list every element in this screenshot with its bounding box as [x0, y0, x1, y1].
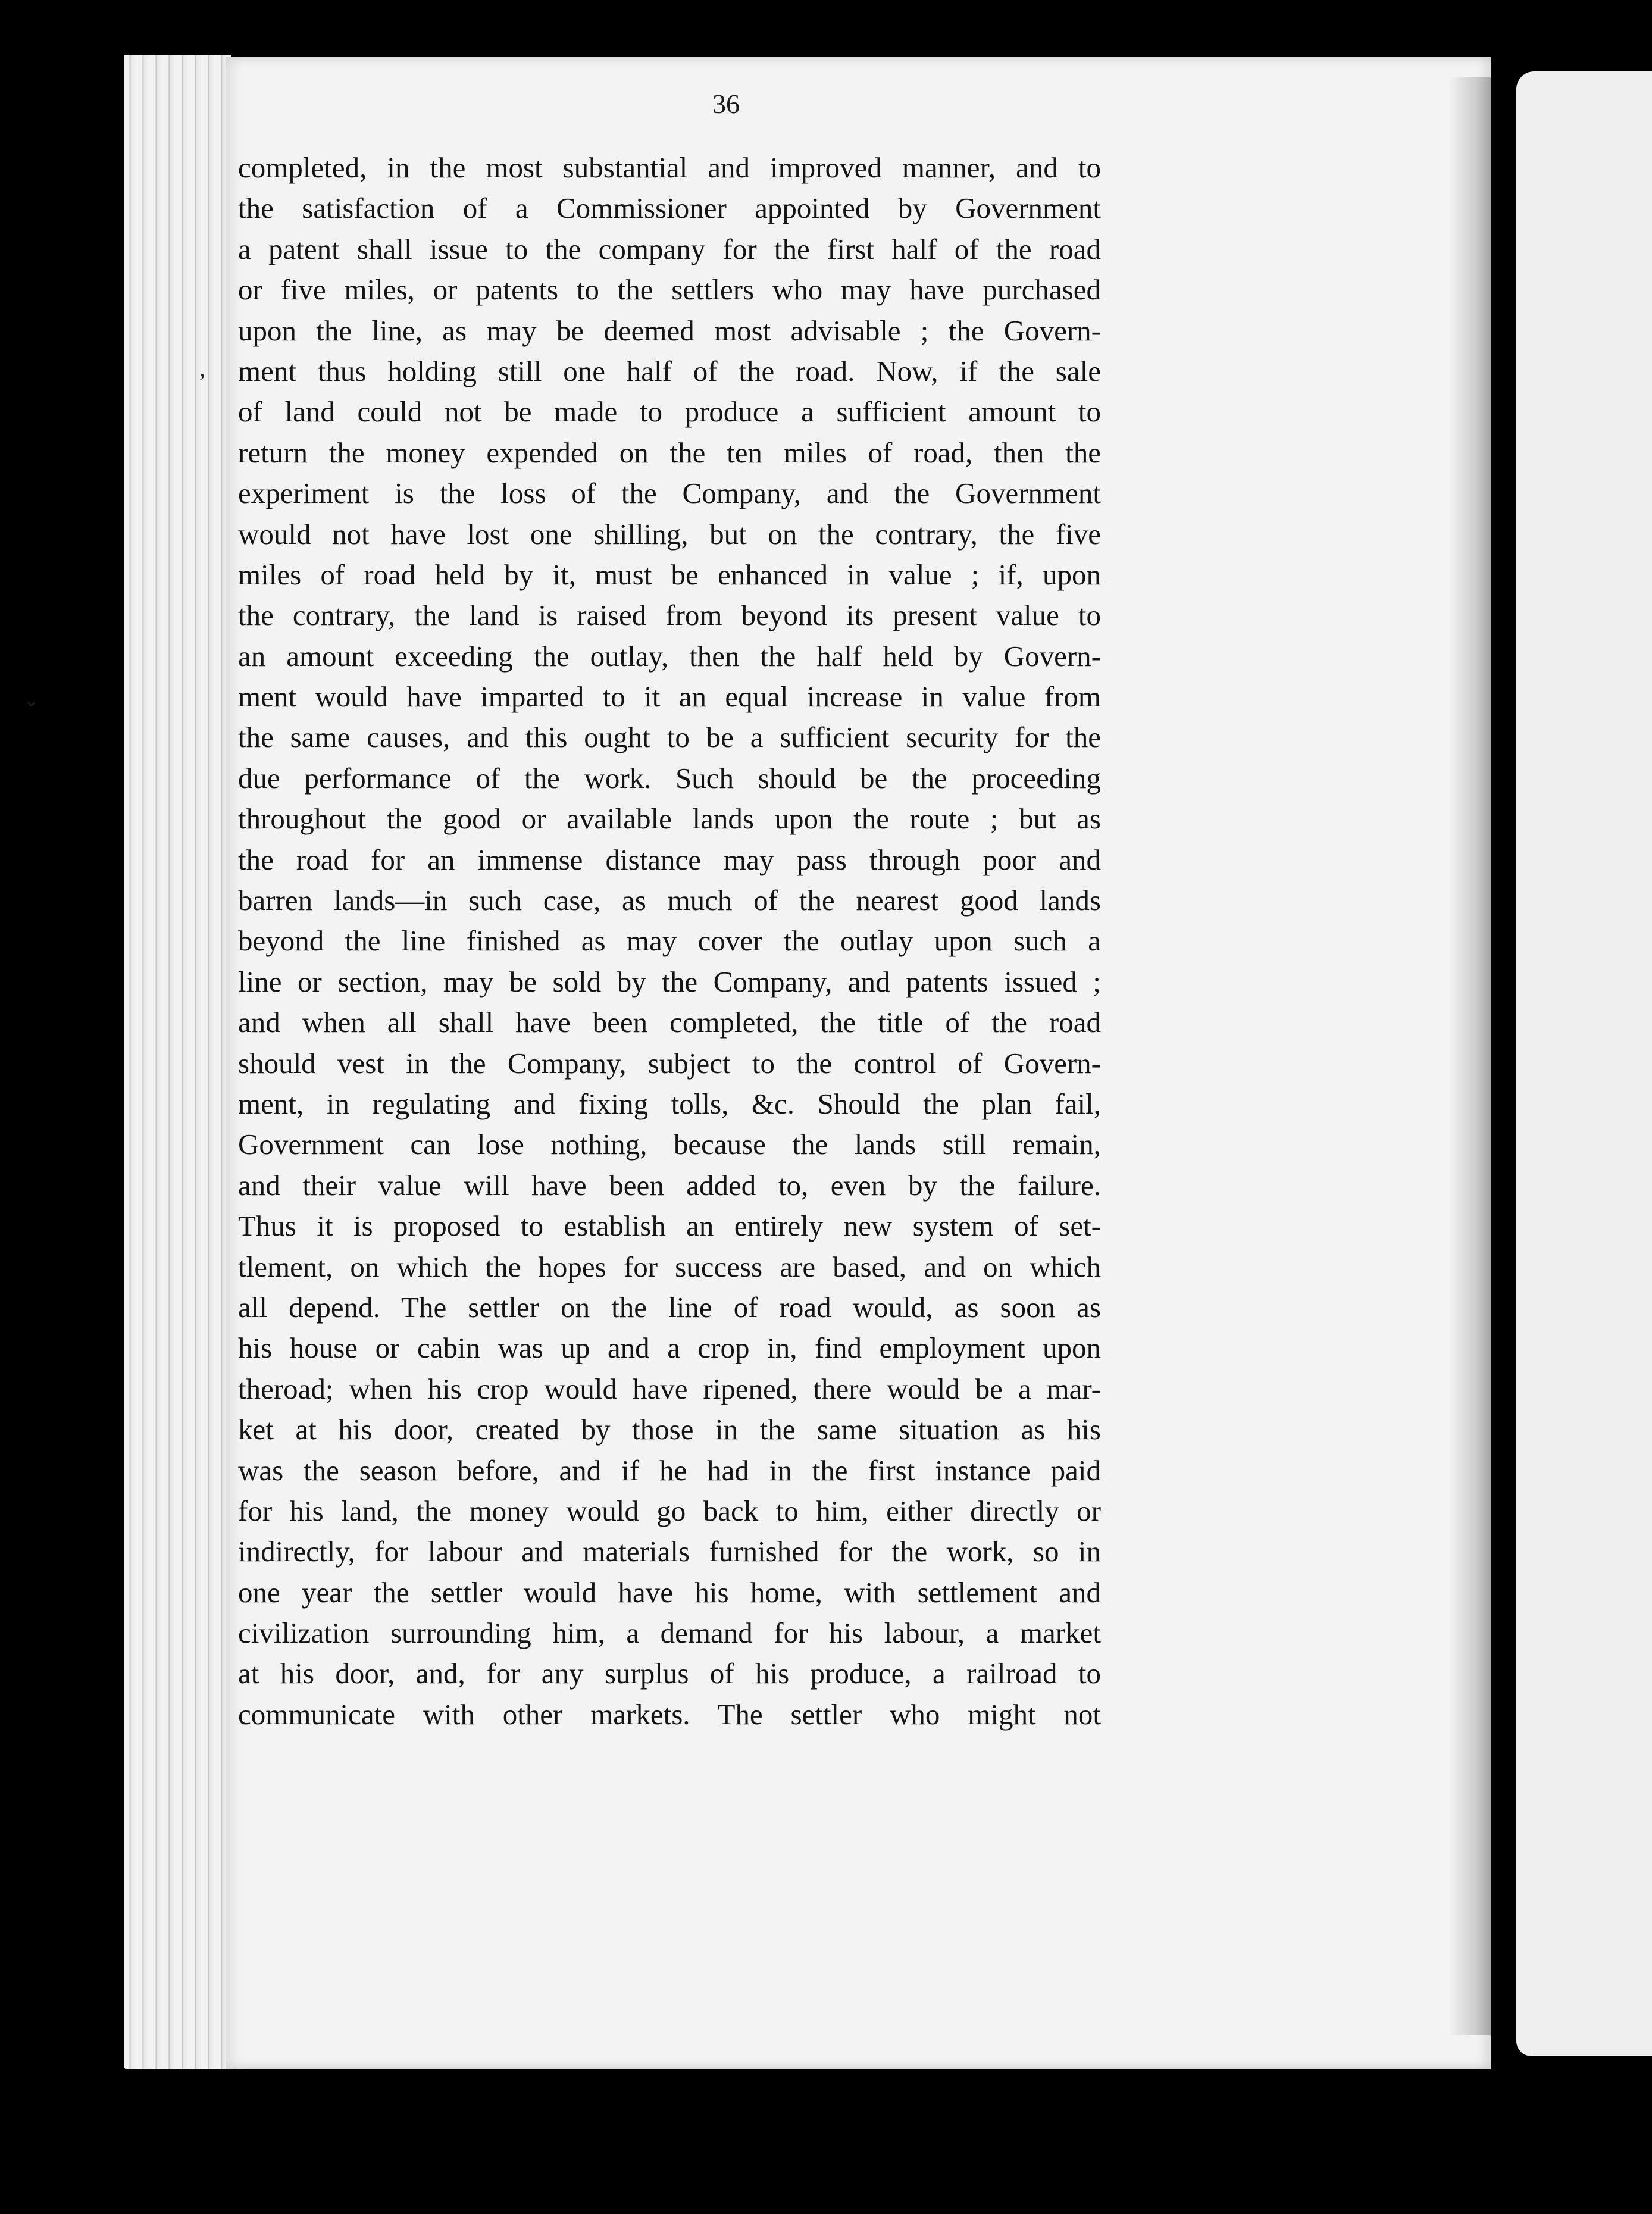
- text-line: miles of road held by it, must be enhanced in value ; if, upon: [238, 558, 1101, 591]
- text-line: the road for an immense distance may pass through poor and: [238, 843, 1101, 876]
- text-line: tlement, on which the hopes for success are based, and on which: [238, 1250, 1101, 1283]
- text-line: upon the line, as may be deemed most advisable ; the Govern-: [238, 314, 1101, 347]
- text-line: one year the settler would have his home, with settlement and: [238, 1575, 1101, 1609]
- text-line: the contrary, the land is raised from beyond its present value to: [238, 599, 1101, 632]
- text-line: and when all shall have been completed, the title of the road: [238, 1006, 1101, 1039]
- text-line: for his land, the money would go back to him, either directly or: [238, 1494, 1101, 1527]
- text-line: theroad; when his crop would have ripened, there would be a mar-: [238, 1372, 1101, 1405]
- text-line: and their value will have been added to, even by the failure.: [238, 1168, 1101, 1202]
- text-line: Thus it is proposed to establish an entirely new system of set-: [238, 1209, 1101, 1243]
- text-line: should vest in the Company, subject to the control of Govern-: [238, 1046, 1101, 1080]
- text-line: return the money expended on the ten miles of road, then the: [238, 436, 1101, 469]
- text-line: the same causes, and this ought to be a sufficient security for the: [238, 721, 1101, 754]
- text-line: communicate with other markets. The settler who might not: [238, 1697, 1101, 1731]
- text-line: civilization surrounding him, a demand for his labour, a market: [238, 1616, 1101, 1650]
- page-number: 36: [712, 89, 740, 119]
- text-line: ket at his door, created by those in the same situation as his: [238, 1413, 1101, 1446]
- text-line: his house or cabin was up and a crop in, find employment upon: [238, 1331, 1101, 1365]
- text-line: indirectly, for labour and materials furnished for the work, so in: [238, 1535, 1101, 1568]
- text-line: would not have lost one shilling, but on the contrary, the five: [238, 517, 1101, 551]
- adjacent-page-edge: [1516, 71, 1652, 2056]
- page-body-text: [238, 148, 1101, 1735]
- text-line: at his door, and, for any surplus of his produce, a railroad to: [238, 1657, 1101, 1690]
- gutter-shadow: [1449, 77, 1491, 2035]
- text-line: experiment is the loss of the Company, and the Government: [238, 477, 1101, 510]
- text-line: completed, in the most substantial and improved manner, and to: [238, 151, 1101, 184]
- text-line: line or section, may be sold by the Company, and patents issued ;: [238, 965, 1101, 998]
- text-line: Government can lose nothing, because the lands still remain,: [238, 1128, 1101, 1161]
- scan-speck: ⌄: [24, 691, 39, 711]
- text-line: ment would have imparted to it an equal increase in value from: [238, 680, 1101, 714]
- text-line: barren lands—in such case, as much of the nearest good lands: [238, 884, 1101, 917]
- text-line: a patent shall issue to the company for the first half of the road: [238, 232, 1101, 265]
- text-line: ment thus holding still one half of the road. Now, if the sale: [238, 354, 1101, 387]
- text-line: ment, in regulating and fixing tolls, &c. Should the plan fail,: [238, 1087, 1101, 1120]
- text-line: due performance of the work. Such should be the proceeding: [238, 761, 1101, 795]
- text-line: or five miles, or patents to the settlers who may have purchased: [238, 273, 1101, 307]
- margin-mark: ,: [199, 355, 205, 381]
- text-line: throughout the good or available lands upon the route ; but as: [238, 802, 1101, 836]
- text-line: an amount exceeding the outlay, then the half held by Govern-: [238, 639, 1101, 673]
- book-page-edges: [124, 55, 231, 2069]
- text-line: was the season before, and if he had in the first instance paid: [238, 1453, 1101, 1487]
- text-line: all depend. The settler on the line of road would, as soon as: [238, 1290, 1101, 1324]
- text-line: the satisfaction of a Commissioner appointed by Government: [238, 192, 1101, 225]
- text-line: of land could not be made to produce a sufficient amount to: [238, 395, 1101, 429]
- text-line: beyond the line finished as may cover the outlay upon such a: [238, 924, 1101, 958]
